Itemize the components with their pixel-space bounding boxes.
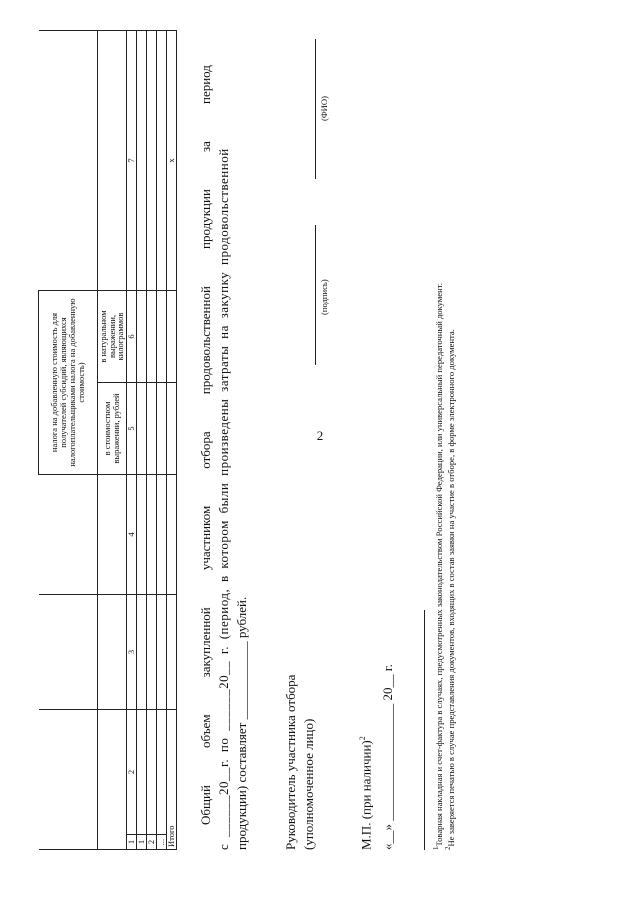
para-word: продукции — [198, 189, 213, 249]
head-subtitle: (уполномоченное лицо) — [301, 718, 316, 850]
table-row — [146, 31, 156, 850]
volume-paragraph-line3: продукции) составляет ____________ рублей. — [234, 596, 249, 850]
signature-line — [315, 225, 316, 365]
para-word: участником — [198, 505, 213, 571]
col-number: 1 — [127, 834, 136, 849]
table-subheader-row — [98, 31, 127, 850]
total-row — [166, 31, 176, 850]
fio-caption: (ФИО) — [319, 96, 329, 121]
vat-group-header: налога на добавленную стоимость для получателей субсидий, являющихся налогоплательщиками налога на добавленную стоимость) — [39, 291, 98, 475]
para-word: объем — [198, 714, 213, 748]
volume-paragraph-line1 — [198, 65, 214, 825]
col-number: 3 — [127, 595, 137, 710]
para-word: период — [198, 65, 213, 104]
row-number: 2 — [147, 834, 156, 849]
head-title: Руководитель участника отбора — [283, 674, 298, 850]
col-number: 4 — [127, 475, 137, 595]
cost-subheader: в стоимостном выражении, рублей — [98, 383, 127, 475]
col-number: 6 — [127, 291, 137, 383]
footnote-separator — [424, 610, 425, 850]
stamp-sup: 2 — [358, 736, 367, 741]
col-number: 5 — [127, 383, 137, 475]
para-word: закупленной — [198, 607, 213, 678]
stamp-note — [358, 736, 374, 850]
table-header-row — [39, 31, 98, 850]
footnote-text: Не заверяется печатью в случае представления документов, входящих в состав заявки на участие в отборе, в форме электронного документа. — [445, 329, 456, 847]
para-word: продовольственной — [198, 286, 213, 395]
col-number: 2 — [126, 769, 136, 775]
col-number: 7 — [127, 31, 137, 291]
signature-caption: (подпись) — [319, 279, 329, 315]
total-label: Итого — [166, 710, 176, 850]
footnote-2 — [444, 329, 456, 850]
row-number: 1 — [137, 834, 146, 849]
data-table — [38, 30, 177, 850]
para-word: отбора — [198, 431, 213, 469]
para-word: за — [198, 141, 213, 152]
footnote-text: Товарная накладная и счет-фактура в случаях, предусмотренных законодательством Российской Федерации, или универсальный передаточный документ. — [433, 283, 444, 847]
total-x: х — [166, 31, 176, 291]
kg-subheader: в натуральном выражении, килограммов — [98, 291, 127, 383]
para-word: Общий — [198, 785, 213, 825]
footnote-sup: 2 — [444, 846, 452, 850]
column-number-row — [127, 31, 137, 850]
footnote-sup: 1 — [432, 846, 440, 850]
stamp-text: М.П. (при наличии) — [358, 740, 374, 850]
page-number: 2 — [316, 428, 324, 443]
table-row — [156, 31, 166, 850]
footnote-1 — [432, 283, 444, 850]
date-line: «__» __________________ 20__ г. — [380, 664, 395, 850]
volume-paragraph-line2: с ______20__г. по ______20__ г. (период, в котором были произведены затраты на закупку продовольственной — [216, 148, 231, 850]
fio-line — [315, 39, 316, 179]
row-number: ... — [157, 834, 166, 849]
table-row — [136, 31, 146, 850]
